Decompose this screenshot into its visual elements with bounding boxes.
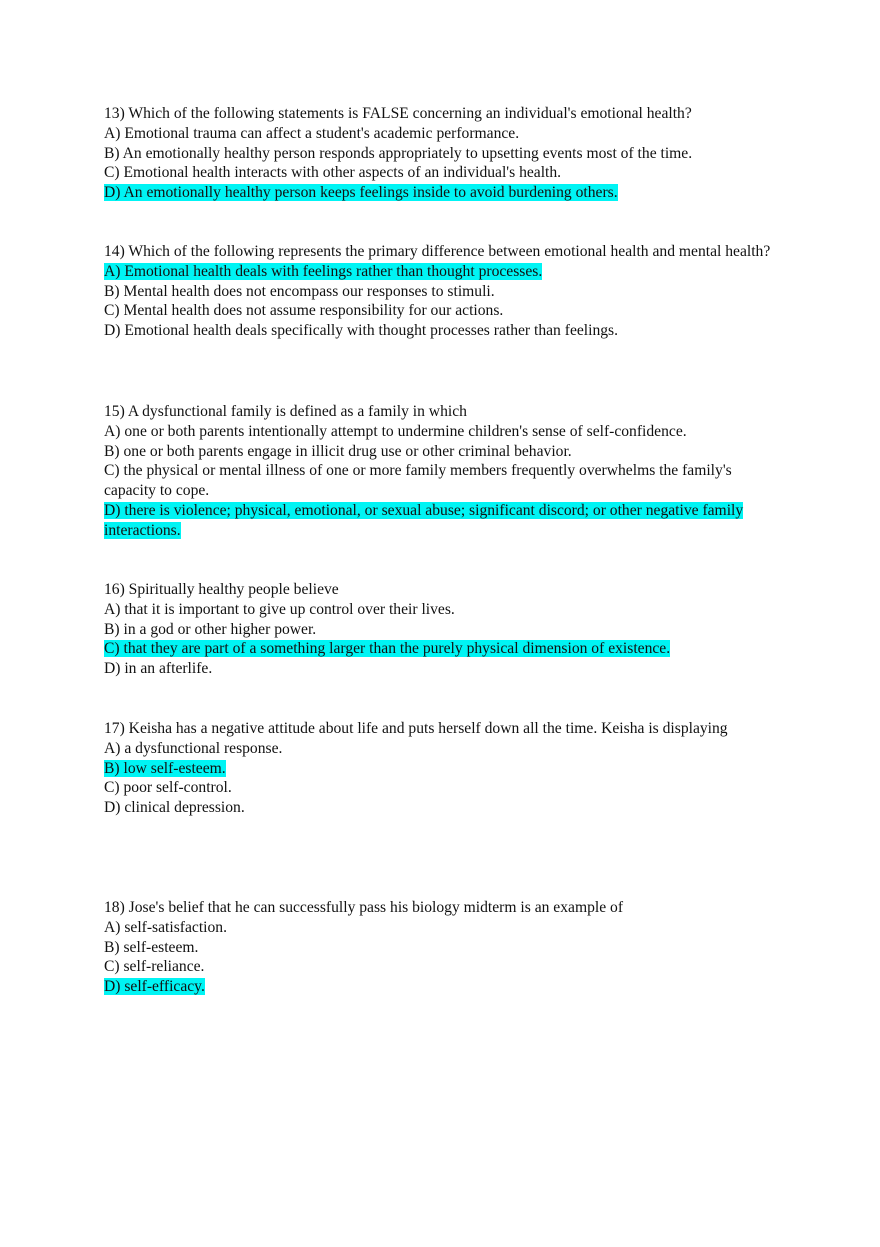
option-a: A) a dysfunctional response. [104,739,283,757]
question-prompt: 14) Which of the following represents the primary difference between emotional health and mental health? [104,243,771,260]
option-b: B) An emotionally healthy person responds appropriately to upsetting events most of the time. [104,144,693,162]
question-14 [104,242,784,341]
option-d-correct-answer [104,501,784,541]
option-a: A) self-satisfaction. [104,918,227,936]
question-13 [104,104,784,203]
option-a: A) that it is important to give up control over their lives. [104,600,455,618]
option-a: A) Emotional trauma can affect a student's academic performance. [104,124,520,142]
option-c: C) Mental health does not assume responsibility for our actions. [104,302,504,320]
option-a-correct-answer [104,262,784,282]
question-16 [104,580,784,679]
option-d-correct-answer [104,183,784,203]
question-prompt: 13) Which of the following statements is FALSE concerning an individual's emotional health? [104,105,692,122]
answer-highlight: D) self-efficacy. [104,978,205,996]
answer-highlight: D) An emotionally healthy person keeps feelings inside to avoid burdening others. [104,184,618,202]
option-c: C) poor self-control. [104,779,232,797]
option-c: C) Emotional health interacts with other aspects of an individual's health. [104,164,562,182]
option-b: B) one or both parents engage in illicit drug use or other criminal behavior. [104,442,572,460]
option-d-correct-answer [104,977,784,997]
option-b: B) Mental health does not encompass our responses to stimuli. [104,282,495,300]
question-15 [104,402,784,541]
option-a: A) one or both parents intentionally attempt to undermine children's sense of self-confidence. [104,422,687,440]
option-d: D) in an afterlife. [104,660,213,678]
answer-highlight: C) that they are part of a something larger than the purely physical dimension of existence. [104,640,671,658]
question-17 [104,719,784,818]
option-c: C) the physical or mental illness of one or more family members frequently overwhelms the family's capacity to cope. [104,462,732,500]
question-prompt: 15) A dysfunctional family is defined as a family in which [104,403,467,420]
answer-highlight: B) low self-esteem. [104,759,226,777]
answer-highlight: A) Emotional health deals with feelings rather than thought processes. [104,262,543,280]
option-d: D) clinical depression. [104,799,245,817]
option-b: B) self-esteem. [104,938,199,956]
option-c-correct-answer [104,639,784,659]
option-c: C) self-reliance. [104,958,205,976]
question-prompt: 17) Keisha has a negative attitude about life and puts herself down all the time. Keisha is displaying [104,720,728,737]
answer-highlight: D) there is violence; physical, emotional, or sexual abuse; significant discord; or other negative family interactions. [104,501,744,539]
option-b: B) in a god or other higher power. [104,620,317,638]
question-prompt: 18) Jose's belief that he can successfully pass his biology midterm is an example of [104,899,624,916]
question-prompt: 16) Spiritually healthy people believe [104,581,339,598]
option-d: D) Emotional health deals specifically with thought processes rather than feelings. [104,322,619,340]
question-18 [104,898,784,997]
option-b-correct-answer [104,759,784,779]
